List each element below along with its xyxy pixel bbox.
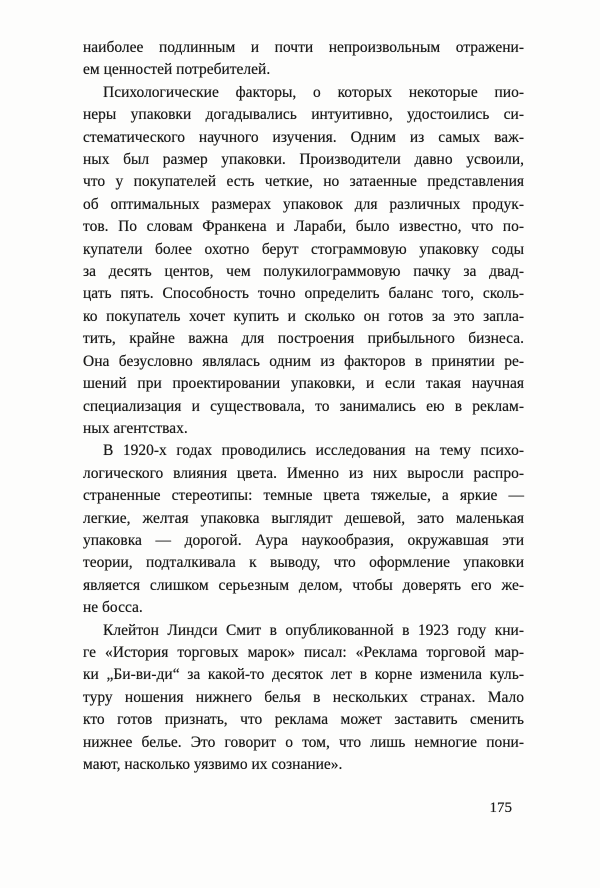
text-line: страненные стереотипы: темные цвета тяжелые, а яркие —: [83, 487, 524, 505]
text-line: Психологические факторы, о которых некоторые пио-: [103, 83, 524, 101]
text-line: кто готов признать, что реклама может заставить сменить: [83, 711, 524, 729]
text-line: ки „Би-ви-ди“ за какой-то десяток лет в корне изменила куль-: [83, 666, 524, 684]
text-line: тить, крайне важна для построения прибыльного бизнеса.: [83, 330, 524, 348]
text-line: не босса.: [83, 599, 143, 617]
text-line: Она безусловно являлась одним из факторов в принятии ре-: [83, 352, 524, 370]
text-line: шений при проектировании упаковки, и если такая научная: [83, 375, 524, 393]
text-line: легкие, желтая упаковка выглядит дешевой, зато маленькая: [83, 509, 524, 527]
text-line: ных был размер упаковки. Производители давно усвоили,: [83, 151, 524, 169]
text-line: туру ношения нижнего белья в нескольких странах. Мало: [83, 688, 524, 706]
text-line: специализация и существовала, то занимались ею в реклам-: [83, 397, 524, 415]
text-line: за десять центов, чем полукилограммовую пачку за двад-: [83, 263, 524, 281]
text-line: В 1920-х годах проводились исследования на тему психо-: [103, 442, 524, 460]
text-line: наиболее подлинным и почти непроизвольным отражени-: [83, 39, 524, 56]
text-line: купатели более охотно берут стограммовую упаковку соды: [83, 240, 524, 258]
text-line: теории, подталкивала к выводу, что оформление упаковки: [83, 554, 524, 572]
text-line: ге «История торговых марок» писал: «Реклама торговой мар-: [83, 643, 524, 661]
text-line: об оптимальных размерах упаковок для различных продук-: [83, 195, 524, 213]
text-line: что у покупателей есть четкие, но затаенные представления: [83, 173, 524, 191]
text-line: упаковка — дорогой. Аура наукообразия, окружавшая эти: [83, 531, 524, 549]
text-line: нижнее белье. Это говорит о том, что лишь немногие пони-: [83, 733, 524, 751]
text-line: логического влияния цвета. Именно из них выросли распро-: [83, 464, 524, 482]
text-line: цать пять. Способность точно определить баланс того, сколь-: [83, 285, 524, 303]
text-line: ко покупатель хочет купить и сколько он готов за это запла-: [83, 307, 524, 325]
text-line: ных агентствах.: [83, 419, 188, 437]
text-line: ем ценностей потребителей.: [83, 61, 271, 79]
text-line: стематического научного изучения. Одним из самых важ-: [83, 128, 524, 146]
text-line: Клейтон Линдси Смит в опубликованной в 1923 году кни-: [103, 621, 524, 639]
text-line: тов. По словам Франкена и Лараби, было известно, что по-: [83, 218, 524, 236]
text-line: неры упаковки догадывались интуитивно, удостоились си-: [83, 106, 524, 124]
page-text: [83, 37, 524, 776]
text-line: является слишком серьезным делом, чтобы доверять его же-: [83, 576, 524, 594]
page-number: 175: [489, 800, 512, 816]
text-line: мают, насколько уязвимо их сознание».: [83, 756, 343, 773]
